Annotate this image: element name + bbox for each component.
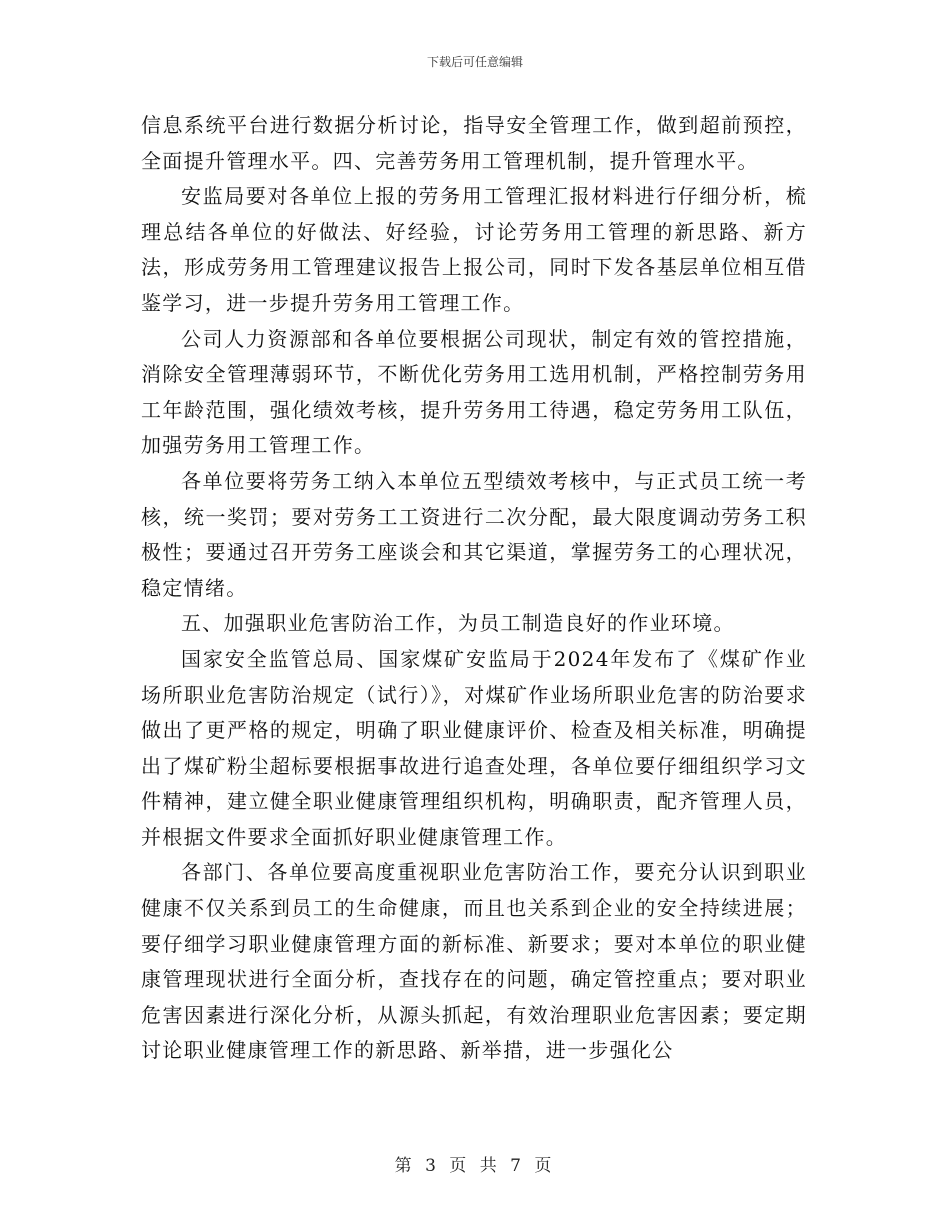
document-body [141, 108, 807, 1069]
page-header: 下载后可任意编辑 [426, 55, 523, 69]
paragraph: 公司人力资源部和各单位要根据公司现状，制定有效的管控措施，消除安全管理薄弱环节，不断优化劳务用工选用机制，严格控制劳务用工年龄范围，强化绩效考核，提升劳务用工待遇，稳定劳务用工队伍，加强劳务用工管理工作。 [141, 326, 807, 458]
section-heading-paragraph: 五、加强职业危害防治工作，为员工制造良好的作业环境。 [181, 611, 735, 636]
page-number-footer: 第 3 页 共 7 页 [394, 1156, 556, 1176]
paragraph: 国家安全监管总局、国家煤矿安监局于2024年发布了《煤矿作业场所职业危害防治规定（试行）》，对煤矿作业场所职业危害的防治要求做出了更严格的规定，明确了职业健康评价、检查及相关标准，明确提出了煤矿粉尘超标要根据事故进行追查处理，各单位要仔细组织学习文件精神，建立健全职业健康管理组织机构，明确职责，配齐管理人员，并根据文件要求全面抓好职业健康管理工作。 [141, 646, 807, 849]
paragraph-continued: 信息系统平台进行数据分析讨论，指导安全管理工作，做到超前预控，全面提升管理水平。四、完善劳务用工管理机制，提升管理水平。 [141, 113, 807, 173]
paragraph: 安监局要对各单位上报的劳务用工管理汇报材料进行仔细分析，梳理总结各单位的好做法、好经验，讨论劳务用工管理的新思路、新方法，形成劳务用工管理建议报告上报公司，同时下发各基层单位相互借鉴学习，进一步提升劳务用工管理工作。 [141, 184, 807, 315]
paragraph: 各单位要将劳务工纳入本单位五型绩效考核中，与正式员工统一考核，统一奖罚；要对劳务工工资进行二次分配，最大限度调动劳务工积极性；要通过召开劳务工座谈会和其它渠道，掌握劳务工的心理状况，稳定情绪。 [141, 468, 807, 600]
paragraph: 各部门、各单位要高度重视职业危害防治工作，要充分认识到职业健康不仅关系到员工的生命健康，而且也关系到企业的安全持续进展；要仔细学习职业健康管理方面的新标准、新要求；要对本单位的职业健康管理现状进行全面分析，查找存在的问题，确定管控重点；要对职业危害因素进行深化分析，从源头抓起，有效治理职业危害因素；要定期讨论职业健康管理工作的新思路、新举措，进一步强化公 [141, 860, 807, 1063]
